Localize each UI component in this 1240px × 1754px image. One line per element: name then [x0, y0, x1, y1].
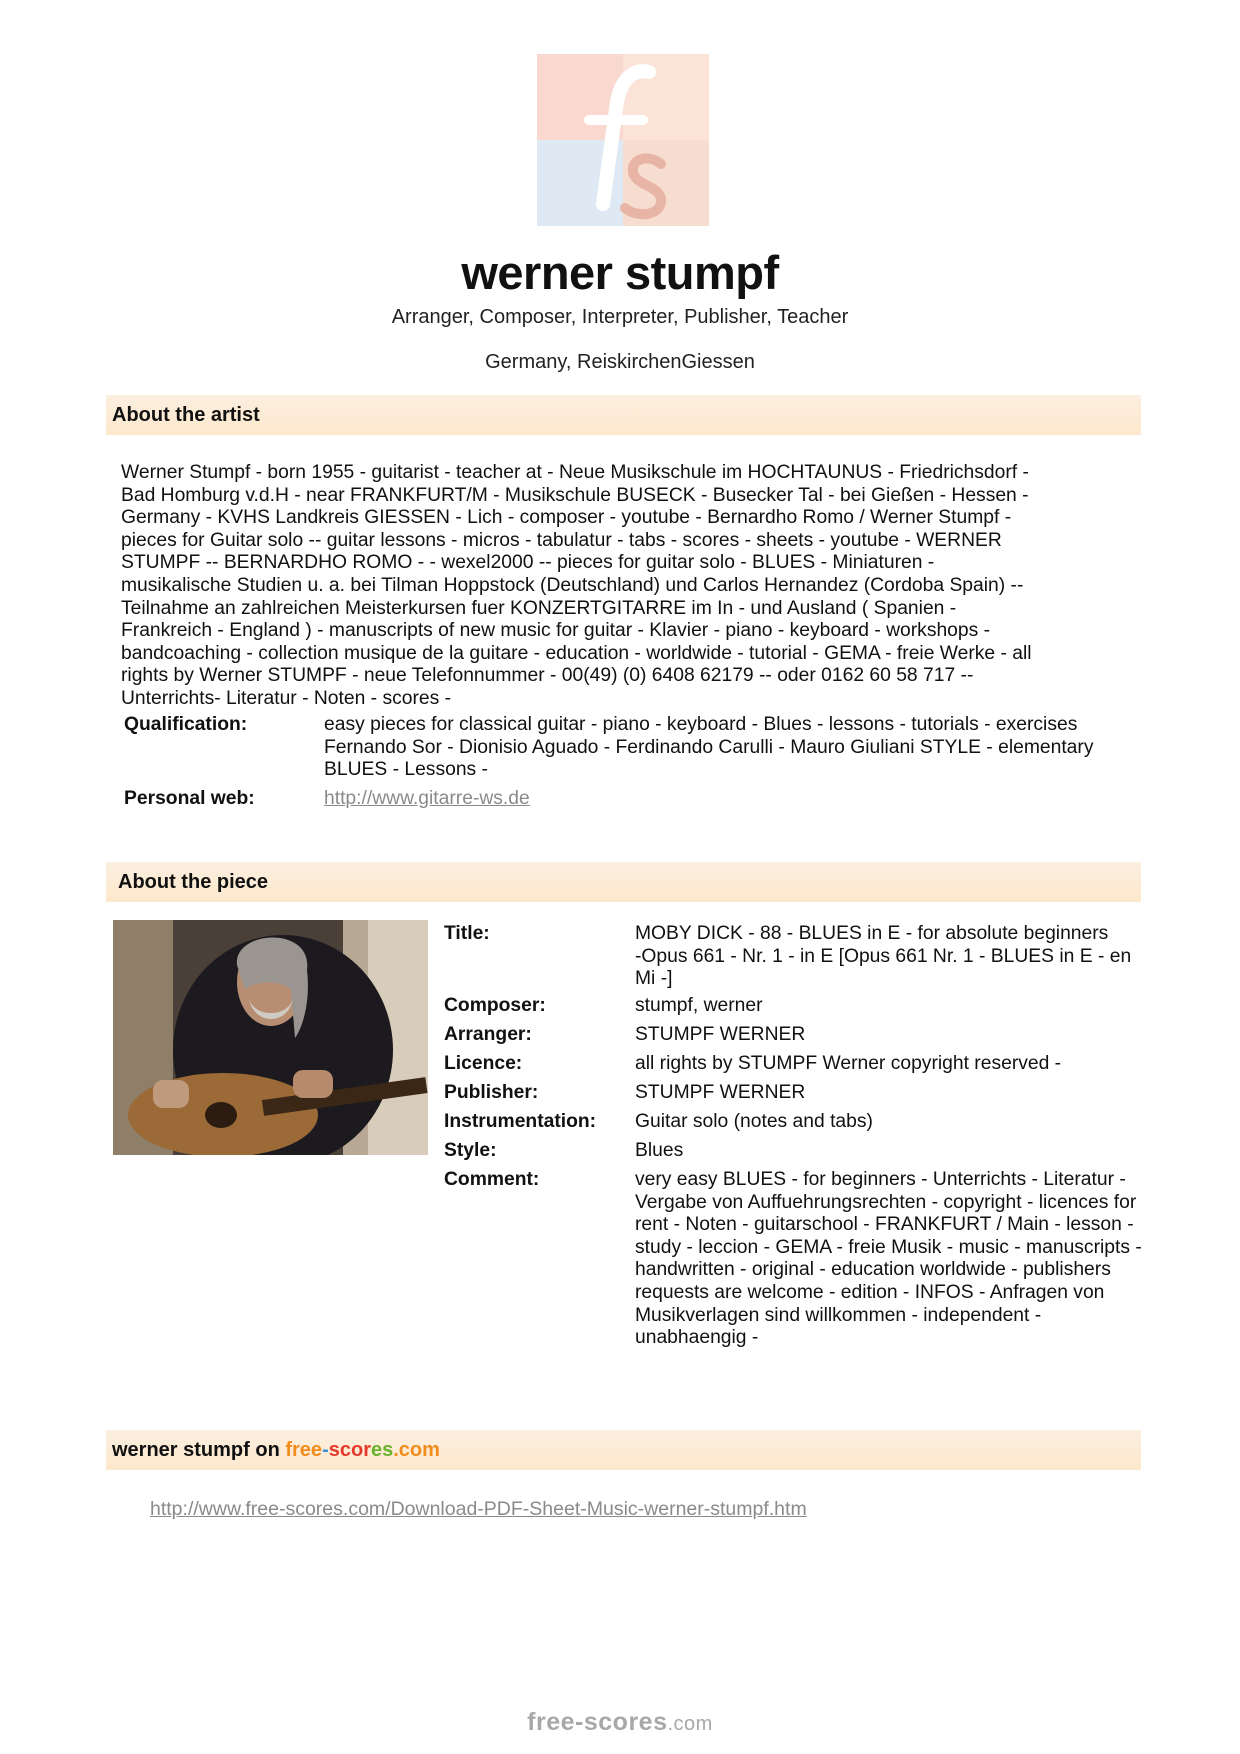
- bio-line: rights by Werner STUMPF - neue Telefonnummer - 00(49) (0) 6408 62179 -- oder 0162 60 58 717 --: [121, 665, 974, 687]
- licence-label: Licence:: [444, 1053, 523, 1074]
- composer-value: stumpf, werner: [635, 995, 763, 1016]
- style-row: [444, 1140, 1184, 1164]
- footer-brand-suffix: .com: [667, 1713, 713, 1735]
- comment-line: Musikverlagen sind willkommen - independent -: [635, 1304, 1042, 1326]
- bio-line: Frankreich - England ) - manuscripts of new music for guitar - Klavier - piano - keyboard - workshops -: [121, 620, 991, 642]
- brand-part: .com: [393, 1439, 440, 1461]
- qualification-line: BLUES - Lessons -: [324, 759, 488, 781]
- composer-row: [444, 995, 1184, 1019]
- comment-line: Vergabe von Auffuehrungsrechten - copyright - licences for: [635, 1191, 1137, 1213]
- composer-label: Composer:: [444, 995, 546, 1016]
- style-value: Blues: [635, 1140, 684, 1161]
- qualification-row: [124, 714, 1164, 784]
- free-scores-heading-prefix: werner stumpf on: [112, 1439, 286, 1461]
- bio-line: Unterrichts- Literatur - Noten - scores -: [121, 687, 452, 709]
- guitarist-photo: [113, 920, 428, 1155]
- comment-label: Comment:: [444, 1169, 540, 1190]
- title-row: [444, 923, 1184, 993]
- comment-line: study - leccion - GEMA - freie Musik - music - manuscripts -: [635, 1236, 1142, 1258]
- footer-brand-main: free-scores: [527, 1708, 668, 1736]
- bio-line: STUMPF -- BERNARDHO ROMO - - wexel2000 -- pieces for guitar solo - BLUES - Miniaturen -: [121, 552, 935, 574]
- bio-line: Teilnahme an zahlreichen Meisterkursen fuer KONZERTGITARRE im In - und Ausland ( Spanien -: [121, 597, 957, 619]
- qualification-value: [324, 714, 1174, 782]
- title-value: [635, 923, 1183, 991]
- comment-line: requests are welcome - edition - INFOS - Anfragen von: [635, 1281, 1105, 1303]
- artist-roles: Arranger, Composer, Interpreter, Publisher, Teacher: [391, 306, 849, 328]
- qualification-line: Fernando Sor - Dionisio Aguado - Ferdinando Carulli - Mauro Giuliani STYLE - elementary: [324, 736, 1094, 758]
- comment-row: [444, 1169, 1184, 1354]
- brand-part: scor: [328, 1439, 371, 1461]
- comment-value: [635, 1169, 1183, 1350]
- publisher-row: [444, 1082, 1184, 1106]
- licence-row: [444, 1053, 1184, 1077]
- free-scores-heading: [106, 1430, 1141, 1470]
- free-scores-logo: [537, 54, 709, 226]
- arranger-value: STUMPF WERNER: [635, 1024, 806, 1045]
- bio-line: Werner Stumpf - born 1955 - guitarist - teacher at - Neue Musikschule im HOCHTAUNUS - Friedrichsdorf -: [121, 462, 1029, 483]
- title-label: Title:: [444, 923, 490, 944]
- about-piece-heading-text: About the piece: [118, 871, 269, 893]
- about-artist-heading: About the artist: [106, 395, 1141, 435]
- personal-web-row: [124, 788, 1164, 812]
- bio-line: Germany - KVHS Landkreis GIESSEN - Lich - composer - youtube - Bernardho Romo / Werner Stumpf -: [121, 507, 1012, 529]
- comment-line: rent - Noten - guitarschool - FRANKFURT / Main - lesson -: [635, 1214, 1134, 1236]
- bio-line: Bad Homburg v.d.H - near FRANKFURT/M - Musikschule BUSECK - Busecker Tal - bei Gießen - Hessen -: [121, 484, 1029, 506]
- title-line: MOBY DICK - 88 - BLUES in E - for absolute beginners: [635, 923, 1109, 944]
- brand-part: es: [370, 1439, 394, 1461]
- brand-part: free: [285, 1439, 323, 1461]
- footer-brand: [0, 1708, 1240, 1737]
- instrumentation-row: [444, 1111, 1184, 1135]
- instrumentation-label: Instrumentation:: [444, 1111, 597, 1132]
- qualification-label: Qualification:: [124, 714, 248, 735]
- qualification-line: easy pieces for classical guitar - piano - keyboard - Blues - lessons - tutorials - exercises: [324, 714, 1078, 735]
- instrumentation-value: Guitar solo (notes and tabs): [635, 1111, 873, 1132]
- publisher-value: STUMPF WERNER: [635, 1082, 806, 1103]
- title-line: Mi -]: [635, 968, 673, 990]
- about-piece-heading: [106, 862, 1141, 902]
- licence-value: all rights by STUMPF Werner copyright reserved -: [635, 1053, 1062, 1074]
- brand-part: -: [322, 1439, 329, 1461]
- comment-line: handwritten - original - education worldwide - publishers: [635, 1259, 1111, 1281]
- free-scores-artist-link[interactable]: http://www.free-scores.com/Download-PDF-Sheet-Music-werner-stumpf.htm: [150, 1498, 807, 1520]
- title-line: -Opus 661 - Nr. 1 - in E [Opus 661 Nr. 1 - BLUES in E - en: [635, 945, 1132, 967]
- artist-name: werner stumpf: [461, 246, 779, 299]
- personal-web-label: Personal web:: [124, 788, 255, 809]
- style-label: Style:: [444, 1140, 497, 1161]
- bio-line: pieces for Guitar solo -- guitar lessons - micros - tabulatur - tabs - scores - sheets - youtube - WERNER: [121, 529, 1002, 551]
- bio-line: bandcoaching - collection musique de la guitare - education - worldwide - tutorial - GEMA - freie Werke - all: [121, 642, 1032, 664]
- artist-location: Germany, ReiskirchenGiessen: [485, 351, 755, 373]
- arranger-label: Arranger:: [444, 1024, 532, 1045]
- bio-line: musikalische Studien u. a. bei Tilman Hoppstock (Deutschland) und Carlos Hernandez (Cordoba Spain) --: [121, 574, 1024, 596]
- publisher-label: Publisher:: [444, 1082, 539, 1103]
- comment-line: very easy BLUES - for beginners - Unterrichts - Literatur -: [635, 1169, 1126, 1190]
- comment-line: unabhaengig -: [635, 1327, 759, 1349]
- artist-bio: [121, 462, 1141, 711]
- personal-web-link[interactable]: http://www.gitarre-ws.de: [324, 788, 530, 809]
- arranger-row: [444, 1024, 1184, 1048]
